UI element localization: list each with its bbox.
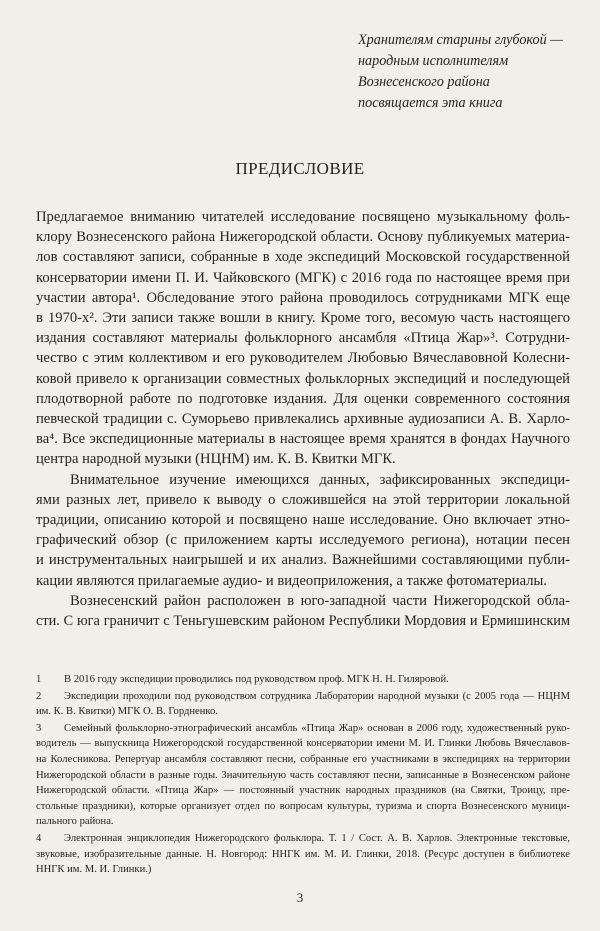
footnote-text: на Колесникова. Репертуар ансамбля составляют песни, собранные его участниками в экспедициях на территории [36,753,570,765]
dedication-line: Вознесенского района [358,74,490,90]
footnote-number: 4 [36,832,42,844]
footnote-text: им. К. В. Квитки) МГК О. В. Гордненко. [36,706,218,718]
section-heading: ПРЕДИСЛОВИЕ [235,159,365,178]
footnote-2 [36,689,570,720]
body-text [36,207,570,631]
paragraph-1 [36,207,570,470]
footnote-text: стольные праздники), которые организует отдел по вопросам культуры, туризма и спорта Вознесенского муници- [36,800,570,812]
text-line: издания составляют материалы фольклорного ансамбля «Птица Жар»³. Сотрудни- [36,330,570,347]
dedication-line: посвящается эта книга [358,95,503,111]
footnote-4 [36,831,570,878]
text-line: Внимательное изучение имеющихся данных, зафиксированных экспедици- [70,471,570,488]
footnote-text: Нижегородской области в разные годы. Значительную часть составляют песни, записанные в Вознесенском районе [36,769,570,781]
footnote-number: 2 [36,690,42,702]
footnotes [36,672,570,879]
page-number: 3 [296,890,304,905]
dedication [358,30,578,114]
text-line: Вознесенский район расположен в юго-западной части Нижегородской обла- [70,592,570,609]
text-line: певческой традиции с. Суморьево привлекались архивные аудиозаписи А. В. Харло- [36,411,570,428]
paragraph-3 [36,591,570,631]
text-line: чество с этим коллективом и его руководителем Любовью Вячеславовной Колесни- [36,350,570,367]
text-line: графический обзор (с приложением карты исследуемого региона), нотации песен [36,532,570,549]
text-line: центра народной музыки (НЦНМ) им. К. В. Квитки МГК. [36,451,396,468]
footnote-text: Экспедиции проходили под руководством сотрудника Лаборатории народной музыки (с 2005 года — НЦНМ [64,690,570,702]
footnote-3 [36,721,570,830]
text-line: в 1970-х². Эти записи также вошли в книгу. Кроме того, весомую часть настоящего [36,310,570,327]
footnote-1 [36,672,570,688]
dedication-line: народным исполнителям [358,53,509,69]
text-line: ва⁴. Все экспедиционные материалы в настоящее время хранятся в фондах Научного [36,431,570,448]
text-line: плодотворной работе по подготовке издания. Для оценки современного состояния [36,390,570,407]
paragraph-2 [36,470,570,591]
text-line: участии автора¹. Обследование этого района проводилось сотрудниками МГК еще [36,289,570,306]
footnote-text: В 2016 году экспедиции проводились под руководством проф. МГК Н. Н. Гиляровой. [64,674,449,685]
footnote-text: Семейный фольклорно-этнографический ансамбль «Птица Жар» основан в 2006 году, художественный руко- [64,722,570,734]
footnote-number: 1 [36,674,42,685]
text-line: сти. С юга граничит с Теньгушевским районом Республики Мордовия и Ермишинским [36,613,570,630]
footnote-text: звуковые, изобразительные данные. Н. Новгород: ННГК им. М. И. Глинки, 2018. (Ресурс доступен в библиотеке [36,848,570,860]
text-line: кации являются прилагаемые аудио- и видеоприложения, а также фотоматериалы. [36,572,547,589]
footnote-text: Нижегородской области. «Птица Жар» — постоянный участник народных праздников (на Святки, Троицу, пре- [36,785,570,797]
footnote-text: Электронная энциклопедия Нижегородского фольклора. Т. 1 / Сост. А. В. Харлов. Электронные текстовые, [64,832,570,844]
text-line: ями разных лет, привело к выводу о сложившейся на этой территории локальной [36,491,570,508]
footnote-text: водитель — выпускница Нижегородской государственной консерватории имени М. И. Глинки Любовь Вячеславов- [36,738,570,750]
text-line: ковой привело к организации совместных фольклорных экспедиций и последующей [36,370,570,387]
text-line: консерватории имени П. И. Чайковского (МГК) с 2016 года по настоящее время при [36,269,570,286]
text-line: и инструментальных наигрышей и их анализ. Важнейшими составляющими публи- [36,552,570,569]
text-line: клору Вознесенского района Нижегородской области. Основу публикуемых материа- [36,229,570,246]
footnote-text: ННГК им. М. И. Глинки.) [36,864,152,876]
text-line: традиции, описанию которой и посвящено наше исследование. Оно включает этно- [36,512,570,529]
footnote-number: 3 [36,722,42,734]
text-line: лов составляют записи, собранные в ходе экспедиций Московской государственной [36,249,570,266]
footnote-text: пального района. [36,816,114,828]
dedication-line: Хранителям старины глубокой — [358,32,563,48]
text-line: Предлагаемое вниманию читателей исследование посвящено музыкальному фоль- [36,209,570,225]
